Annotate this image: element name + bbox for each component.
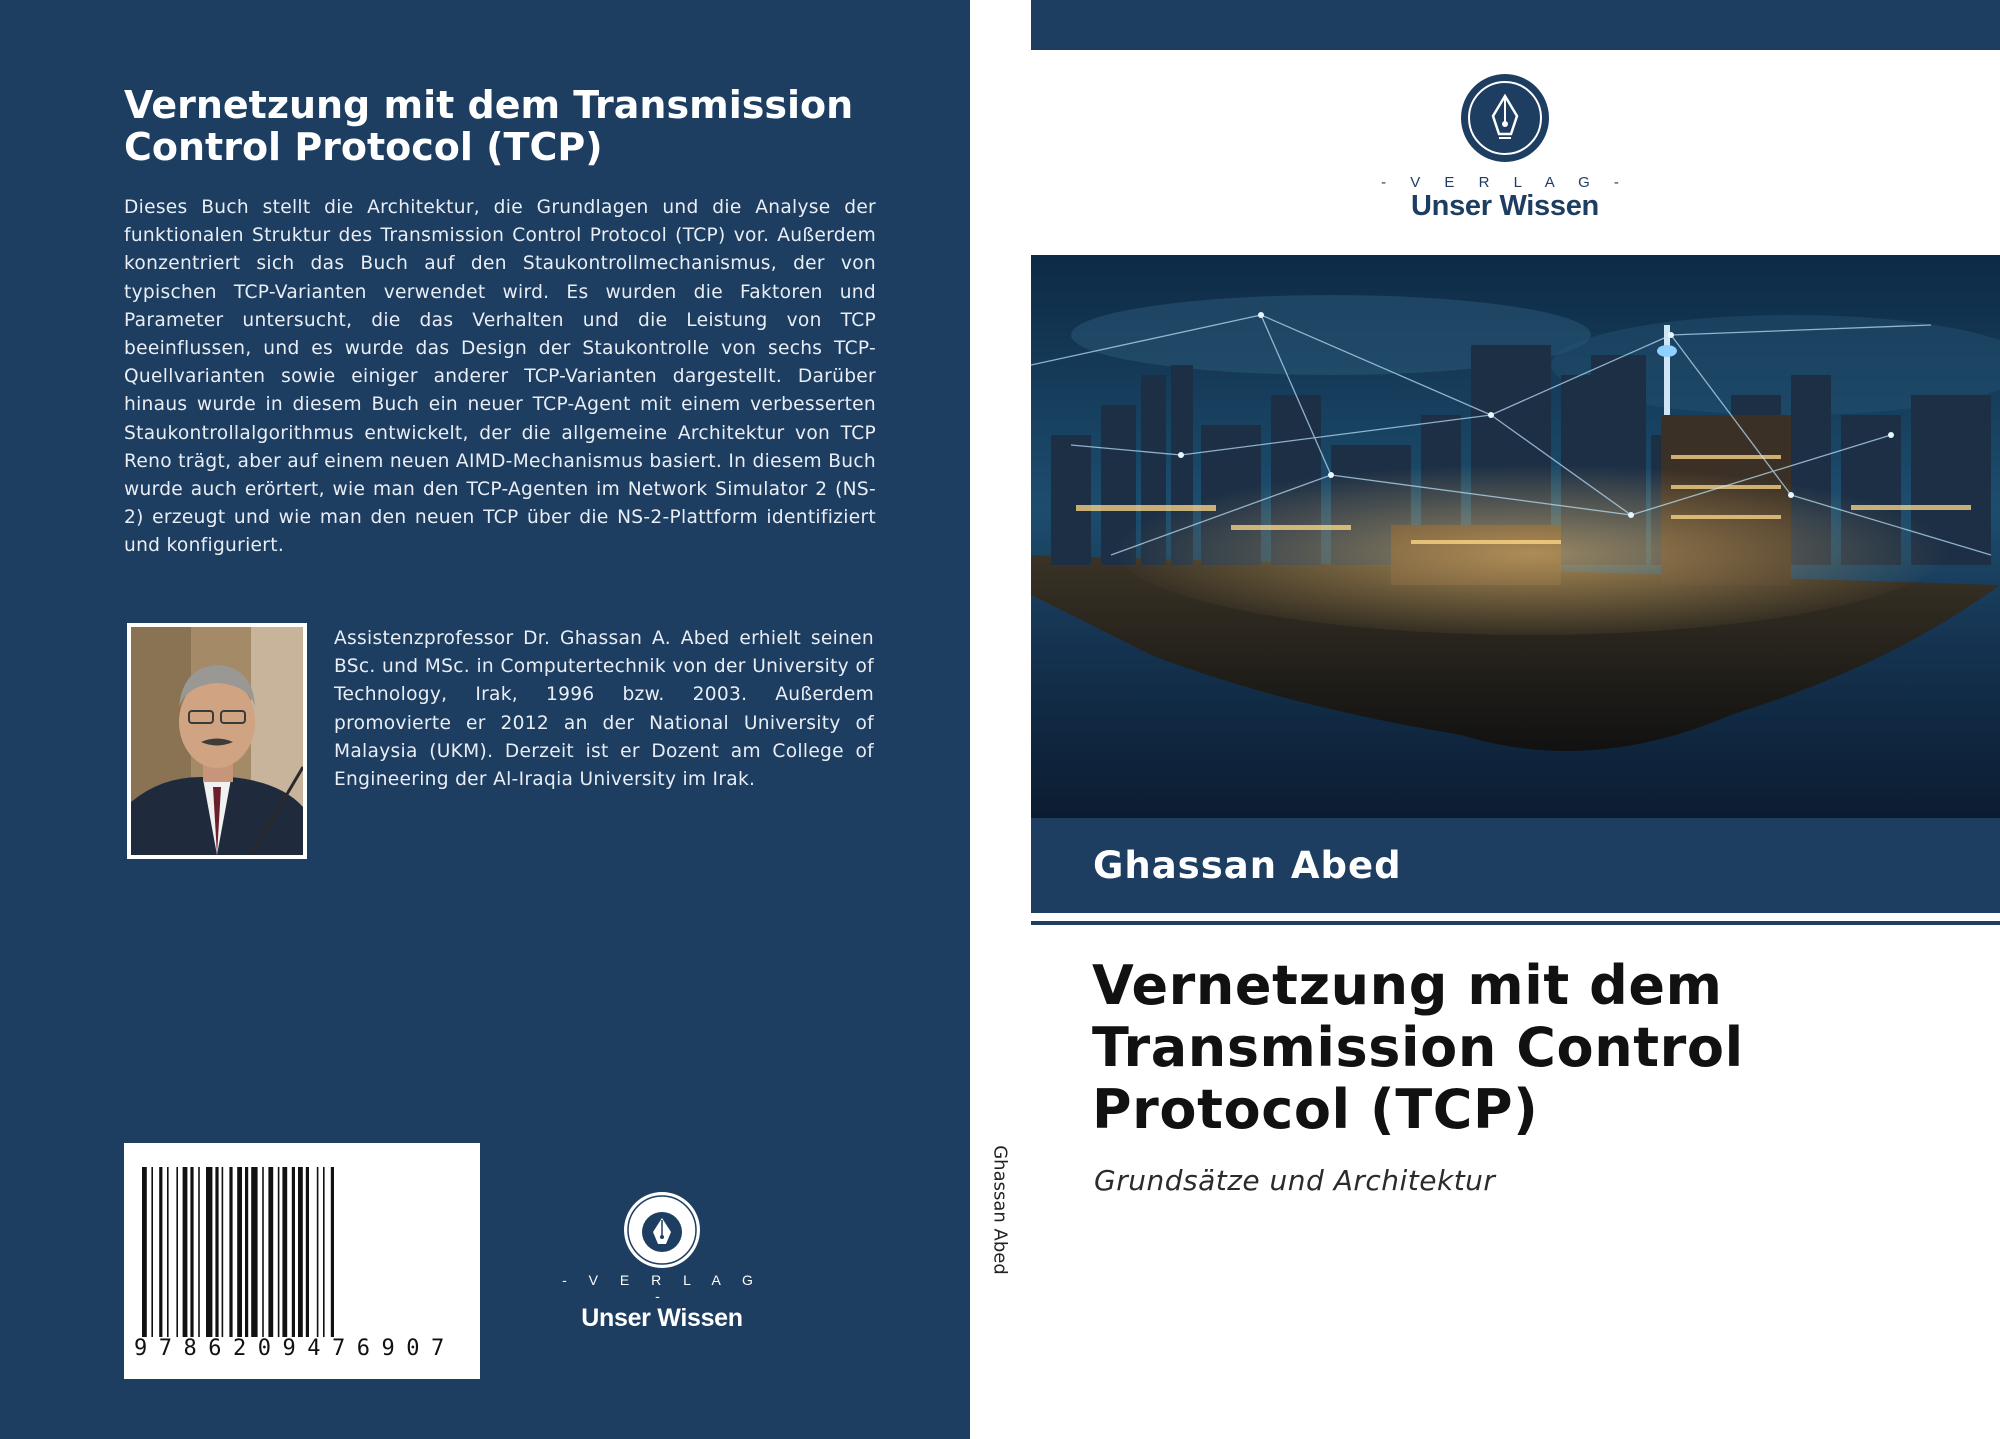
front-verlag-label: - V E R L A G - <box>1381 174 1629 191</box>
barcode-bar <box>222 1167 224 1337</box>
front-author-name: Ghassan Abed <box>1093 844 1402 887</box>
book-description: Dieses Buch stellt die Architektur, die Grundlagen und die Analyse der funktionalen Struktur des Transmission Control Protocol (TCP) vor. Außerdem konzentriert sich das Buch auf den Staukontrollmechanismus, der von typischen TCP-Varianten verwendet wird. Es wurden die Faktoren und Parameter untersucht, die das Verhalten und die Leistung von TCP beeinflussen, und es wurde das Design der Staukontrolle von sechs TCP-Quellvarianten sowie einiger anderer TCP-Varianten dargestellt. Darüber hinaus wurde in diesem Buch ein neuer TCP-Agent mit einem verbesserten Staukontrollalgorithmus entwickelt, der die allgemeine Architektur von TCP Reno trägt, aber auf einem neuen AIMD-Mechanismus basiert. In diesem Buch wurde auch erörtert, wie man den TCP-Agenten im Network Simulator 2 (NS-2) erzeugt und wie man den neuen TCP über die NS-2-Plattform identifiziert und konfiguriert. <box>124 197 876 557</box>
barcode-bar <box>245 1167 248 1337</box>
divider-rule <box>1031 921 2000 925</box>
barcode-bar <box>278 1167 280 1337</box>
barcode-bar <box>176 1167 178 1337</box>
barcode-bar <box>298 1167 303 1337</box>
front-cover-title: Vernetzung mit dem Transmission Control Protocol (TCP) <box>1092 954 1744 1141</box>
barcode-bar <box>159 1167 162 1337</box>
barcode-bar <box>237 1167 242 1337</box>
isbn-digits: 9786209476907 <box>134 1336 456 1361</box>
barcode-bar <box>167 1167 169 1337</box>
barcode-bar <box>229 1167 232 1337</box>
cover-city-image <box>1031 255 2000 818</box>
front-top-bar <box>1031 0 2000 50</box>
barcode-bar <box>292 1167 295 1337</box>
barcode-bar <box>190 1167 193 1337</box>
spine-author: Ghassan Abed <box>989 1145 1011 1275</box>
author-band <box>1031 818 2000 913</box>
barcode-bar <box>151 1167 153 1337</box>
barcode-bar <box>317 1167 319 1337</box>
barcode-bar <box>331 1167 334 1337</box>
barcode-bar <box>142 1167 147 1337</box>
back-publisher-logo <box>562 1190 762 1332</box>
barcode-bar <box>215 1167 218 1337</box>
front-cover-subtitle: Grundsätze und Architektur <box>1094 1164 1496 1197</box>
back-cover-title: Vernetzung mit dem Transmission Control Protocol (TCP) <box>124 83 854 169</box>
barcode-bar <box>306 1167 309 1337</box>
author-photo <box>127 623 307 859</box>
barcode-bars <box>142 1167 464 1337</box>
barcode-bar <box>198 1167 200 1337</box>
isbn-barcode <box>124 1143 480 1379</box>
barcode-bar <box>282 1167 287 1337</box>
front-publisher-logo <box>1380 72 1630 223</box>
author-bio: Assistenzprofessor Dr. Ghassan A. Abed erhielt seinen BSc. und MSc. in Computertechnik von der University of Technology, Irak, 1996 bzw. 2003. Außerdem promovierte er 2012 an der National University of Malaysia (UKM). Derzeit ist er Dozent am College of Engineering der Al-Iraqia University im Irak. <box>334 628 874 791</box>
barcode-bar <box>183 1167 188 1337</box>
publisher-seal-icon <box>622 1190 702 1270</box>
back-brand-name: Unser Wissen <box>581 1304 743 1332</box>
back-verlag-label: - V E R L A G - <box>562 1272 762 1304</box>
barcode-bar <box>262 1167 264 1337</box>
barcode-bar <box>268 1167 273 1337</box>
barcode-bar <box>251 1167 257 1337</box>
back-cover <box>0 0 970 1439</box>
front-brand-name: Unser Wissen <box>1411 190 1599 222</box>
barcode-bar <box>323 1167 325 1337</box>
barcode-bar <box>206 1167 212 1337</box>
publisher-pen-nib-icon <box>1459 72 1551 164</box>
